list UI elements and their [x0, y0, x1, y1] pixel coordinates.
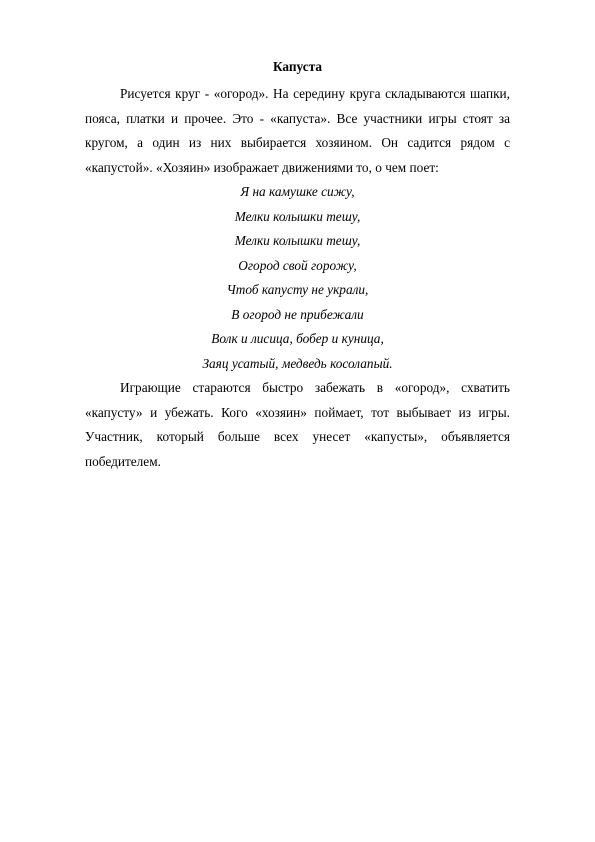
document-title: Капуста	[272, 59, 323, 74]
poem-line: Я на камушке сижу,	[240, 184, 355, 199]
poem-line: Огород свой горожу,	[238, 257, 357, 273]
document-content	[85, 58, 510, 474]
poem-line: Мелки колышки тешу,	[234, 208, 361, 224]
poem-line: Волк и лисица, бобер и куница,	[211, 331, 384, 346]
poem	[85, 180, 510, 376]
intro-paragraph: Рисуется круг - «огород». На середину круга складываются шапки, пояса, платки и прочее. Это - «капуста». Все участники игры стоят за кругом, а один из них выбирается хозяином. Он садится рядом с «капустой». «Хозяин» изображает движениями то, о чем поет:	[85, 86, 510, 175]
poem-line: Чтоб капусту не украли,	[226, 282, 369, 297]
rules-paragraph: Играющие стараются быстро забежать в «огород», схватить «капусту» и убежать. Кого «хозяин» поймает, тот выбывает из игры. Участник, который больше всех унесет «капусты», объявляется победителем.	[85, 380, 510, 469]
poem-line: Мелки колышки тешу,	[234, 233, 361, 248]
poem-line: В огород не прибежали	[231, 306, 364, 322]
poem-line: Заяц усатый, медведь косолапый.	[202, 355, 393, 371]
